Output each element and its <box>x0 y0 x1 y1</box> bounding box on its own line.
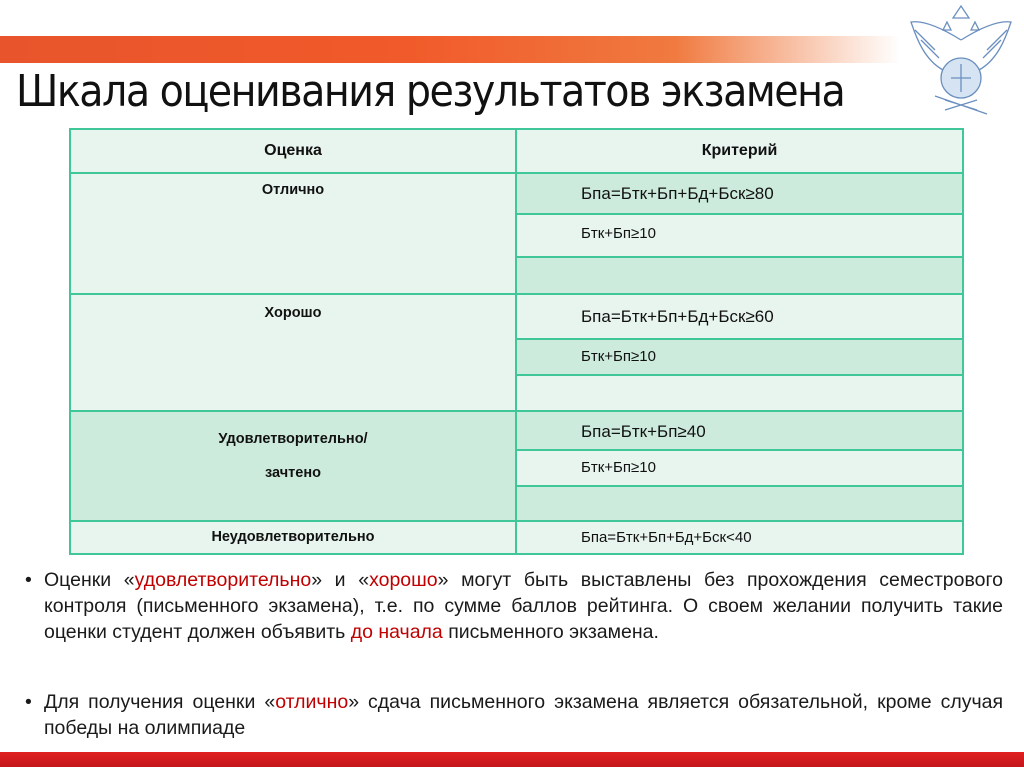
bullet-item <box>25 689 1003 741</box>
grade-good: Хорошо <box>70 294 516 411</box>
bullet-icon: • <box>25 691 32 713</box>
table-row <box>70 294 963 339</box>
bullet-icon: • <box>25 569 32 591</box>
bullet-item <box>25 567 1003 645</box>
grade-excellent: Отлично <box>70 173 516 294</box>
criterion-cell: Бпа=Бтк+Бп≥40 <box>516 411 963 450</box>
criterion-cell: Бтк+Бп≥10 <box>516 339 963 375</box>
bullet-text: Для получения оценки «отлично» сдача письменного экзамена является обязательной, кроме случая победы на олимпиаде <box>44 691 1004 739</box>
footer-red-bar <box>0 752 1024 767</box>
table-row <box>70 411 963 450</box>
header-criterion: Критерий <box>516 129 963 173</box>
table-header-row <box>70 129 963 173</box>
grade-unsatisfactory: Неудовлетворительно <box>70 521 516 554</box>
header-orange-bar <box>0 36 900 63</box>
grading-table <box>69 128 964 555</box>
criterion-cell: Бпа=Бтк+Бп+Бд+Бск≥60 <box>516 294 963 339</box>
page-title: Шкала оценивания результатов экзамена <box>16 66 845 117</box>
criterion-cell: Бтк+Бп≥10 <box>516 450 963 486</box>
criterion-cell: Бпа=Бтк+Бп+Бд+Бск<40 <box>516 521 963 554</box>
criterion-cell-empty <box>516 257 963 294</box>
table-row <box>70 521 963 554</box>
criterion-cell-empty <box>516 486 963 521</box>
grade-label: Удовлетворительно/ <box>218 431 368 447</box>
criterion-cell: Бпа=Бтк+Бп+Бд+Бск≥80 <box>516 173 963 214</box>
bullet-text: Оценки «удовлетворительно» и «хорошо» могут быть выставлены без прохождения семестрового контроля (письменного экзамена), т.е. по сумме баллов рейтинга. О своем желании получить такие оценки студент должен объявить до начала письменного экзамена. <box>44 569 1004 643</box>
table-row <box>70 173 963 214</box>
grade-satisfactory <box>70 411 516 521</box>
criterion-cell-empty <box>516 375 963 411</box>
emblem-logo <box>905 0 1017 120</box>
criterion-cell: Бтк+Бп≥10 <box>516 214 963 257</box>
grade-label: зачтено <box>265 465 321 481</box>
header-grade: Оценка <box>70 129 516 173</box>
